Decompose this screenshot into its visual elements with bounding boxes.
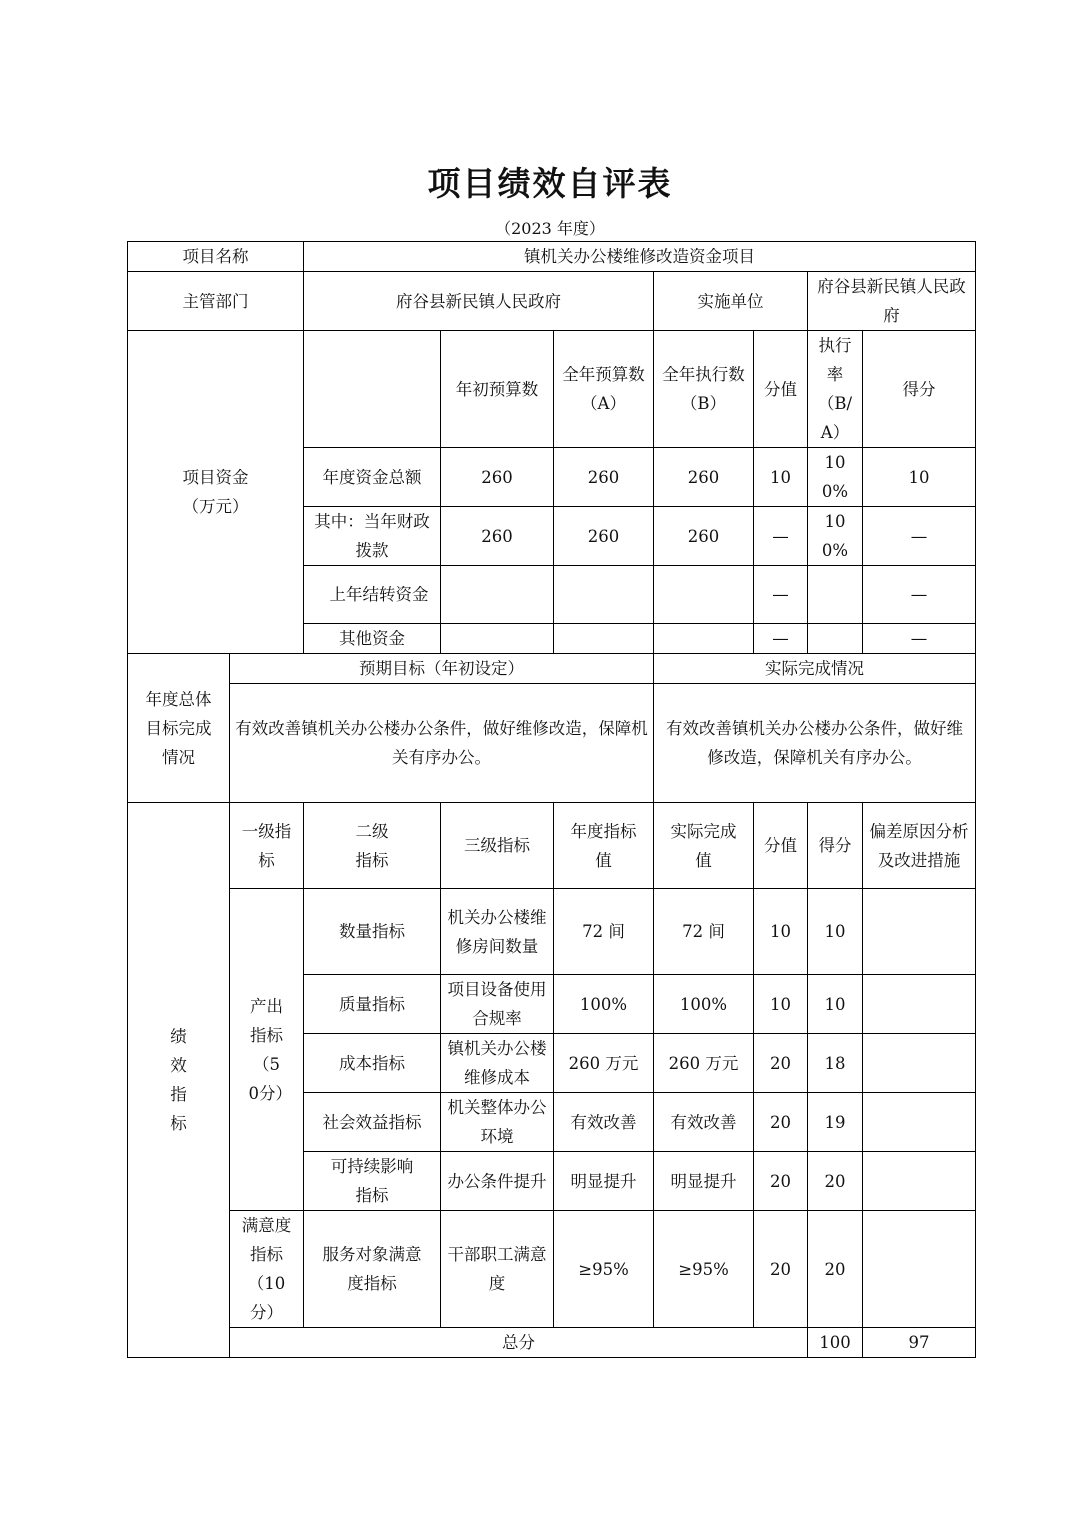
impl-unit-value: 府谷县新民镇人民政府	[808, 272, 976, 331]
total-score-value: 100	[808, 1328, 863, 1358]
impl-unit-label: 实施单位	[654, 272, 808, 331]
goal-expected-header: 预期目标（年初设定）	[230, 654, 654, 684]
perf-header-level3: 三级指标	[441, 803, 554, 889]
indicator-reason	[863, 889, 976, 975]
funds-row-rate	[808, 624, 863, 654]
satisfaction-label	[230, 1211, 304, 1328]
indicator-actual: 明显提升	[654, 1152, 754, 1211]
indicator-level2: 成本指标	[304, 1034, 441, 1093]
funds-row-exec	[654, 566, 754, 624]
funds-row-score: 10	[863, 448, 976, 507]
dept-label: 主管部门	[128, 272, 304, 331]
indicator-target: 72 间	[554, 889, 654, 975]
perf-label	[128, 803, 230, 1358]
goal-header-row	[128, 654, 976, 684]
indicator-level2-text: 服务对象满意度指标	[322, 1245, 422, 1293]
indicator-level2	[304, 1211, 441, 1328]
total-row	[128, 1328, 976, 1358]
indicator-reason	[863, 1093, 976, 1152]
report-year: （2023 年度）	[495, 219, 605, 238]
funds-header-exec: 全年执行数（B）	[654, 331, 754, 448]
funds-row-label: 其中：当年财政拨款	[304, 507, 441, 566]
total-label: 总分	[230, 1328, 808, 1358]
goal-expected-text: 有效改善镇机关办公楼办公条件，做好维修改造，保障机关有序办公。	[230, 684, 654, 803]
evaluation-table	[127, 241, 976, 1358]
indicator-target: 有效改善	[554, 1093, 654, 1152]
indicator-target: ≥95%	[554, 1211, 654, 1328]
indicator-target: 260 万元	[554, 1034, 654, 1093]
funds-row-score-value: 10	[754, 448, 808, 507]
funds-row-score: —	[863, 624, 976, 654]
indicator-score-value: 10	[754, 975, 808, 1034]
funds-row-exec: 260	[654, 448, 754, 507]
funds-row-label: 其他资金	[304, 624, 441, 654]
goal-label-text: 年度总体目标完成情况	[145, 689, 212, 767]
funds-row-initial	[441, 624, 554, 654]
goal-content-row	[128, 684, 976, 803]
perf-header-reason: 偏差原因分析及改进措施	[863, 803, 976, 889]
funds-row-annual: 260	[554, 507, 654, 566]
indicator-reason	[863, 1152, 976, 1211]
perf-header-level2-text: 二级指标	[355, 821, 389, 870]
goal-actual-text: 有效改善镇机关办公楼办公条件，做好维修改造，保障机关有序办公。	[654, 684, 976, 803]
funds-row-label: 年度资金总额	[304, 448, 441, 507]
funds-row-annual	[554, 624, 654, 654]
funds-row-label	[304, 566, 441, 624]
perf-header-target	[554, 803, 654, 889]
indicator-level2	[304, 1152, 441, 1211]
indicator-score: 20	[808, 1211, 863, 1328]
funds-header-score: 得分	[863, 331, 976, 448]
indicator-target: 明显提升	[554, 1152, 654, 1211]
indicator-reason	[863, 975, 976, 1034]
perf-label-text: 绩效指标	[170, 1027, 187, 1133]
project-name-row	[128, 242, 976, 272]
indicator-level2: 社会效益指标	[304, 1093, 441, 1152]
funds-row-score-value: —	[754, 507, 808, 566]
indicator-actual: 72 间	[654, 889, 754, 975]
output-label	[230, 889, 304, 1211]
goal-actual-header: 实际完成情况	[654, 654, 976, 684]
funds-header-initial: 年初预算数	[441, 331, 554, 448]
indicator-score: 20	[808, 1152, 863, 1211]
funds-row-score: —	[863, 507, 976, 566]
funds-row-score-value: —	[754, 566, 808, 624]
funds-header-row	[128, 331, 976, 448]
funds-row-label-text: 上年结转资金	[329, 585, 429, 604]
funds-row-annual: 260	[554, 448, 654, 507]
indicator-level3: 机关整体办公环境	[441, 1093, 554, 1152]
funds-row-rate: 100%	[808, 507, 863, 566]
indicator-level3: 机关办公楼维修房间数量	[441, 889, 554, 975]
funds-header-annual: 全年预算数（A）	[554, 331, 654, 448]
funds-header-blank	[304, 331, 441, 448]
funds-row-score-value: —	[754, 624, 808, 654]
funds-row-rate	[808, 566, 863, 624]
indicator-target: 100%	[554, 975, 654, 1034]
funds-row-score: —	[863, 566, 976, 624]
indicator-level2-text: 可持续影响指标	[330, 1157, 414, 1205]
indicator-score: 10	[808, 889, 863, 975]
satisfaction-label-text: 满意度指标（10分）	[241, 1216, 292, 1322]
indicator-score-value: 20	[754, 1152, 808, 1211]
funds-row-initial: 260	[441, 448, 554, 507]
perf-header-level1: 一级指标	[230, 803, 304, 889]
indicator-row	[128, 889, 976, 975]
indicator-level2: 数量指标	[304, 889, 441, 975]
funds-row-exec: 260	[654, 507, 754, 566]
total-score: 97	[863, 1328, 976, 1358]
indicator-actual: 260 万元	[654, 1034, 754, 1093]
indicator-row	[128, 1211, 976, 1328]
perf-header-row	[128, 803, 976, 889]
project-name-label: 项目名称	[128, 242, 304, 272]
perf-header-score-value: 分值	[754, 803, 808, 889]
funds-label	[128, 331, 304, 654]
indicator-level3: 项目设备使用合规率	[441, 975, 554, 1034]
indicator-level3: 镇机关办公楼维修成本	[441, 1034, 554, 1093]
funds-row-exec	[654, 624, 754, 654]
perf-header-score: 得分	[808, 803, 863, 889]
indicator-level2: 质量指标	[304, 975, 441, 1034]
indicator-score-value: 20	[754, 1211, 808, 1328]
indicator-level3: 办公条件提升	[441, 1152, 554, 1211]
indicator-actual: ≥95%	[654, 1211, 754, 1328]
funds-row-initial	[441, 566, 554, 624]
funds-label-text: 项目资金（万元）	[182, 468, 249, 516]
funds-row-annual	[554, 566, 654, 624]
perf-header-level2	[304, 803, 441, 889]
indicator-score-value: 10	[754, 889, 808, 975]
funds-row-rate: 100%	[808, 448, 863, 507]
page-title: 项目绩效自评表	[427, 164, 673, 203]
funds-header-score-value: 分值	[754, 331, 808, 448]
funds-row-initial: 260	[441, 507, 554, 566]
indicator-reason	[863, 1211, 976, 1328]
indicator-actual: 100%	[654, 975, 754, 1034]
perf-header-actual-text: 实际完成值	[670, 821, 737, 870]
indicator-score: 19	[808, 1093, 863, 1152]
indicator-level3: 干部职工满意度	[441, 1211, 554, 1328]
indicator-actual: 有效改善	[654, 1093, 754, 1152]
indicator-score-value: 20	[754, 1034, 808, 1093]
indicator-score: 10	[808, 975, 863, 1034]
indicator-reason	[863, 1034, 976, 1093]
output-label-text: 产出指标（50分）	[248, 996, 292, 1103]
indicator-score: 18	[808, 1034, 863, 1093]
indicator-score-value: 20	[754, 1093, 808, 1152]
perf-header-actual	[654, 803, 754, 889]
goal-label	[128, 654, 230, 803]
funds-header-rate: 执行率（B/A）	[808, 331, 863, 448]
department-row	[128, 272, 976, 331]
dept-value: 府谷县新民镇人民政府	[304, 272, 654, 331]
perf-header-target-text: 年度指标值	[570, 821, 637, 870]
project-name-value: 镇机关办公楼维修改造资金项目	[304, 242, 976, 272]
